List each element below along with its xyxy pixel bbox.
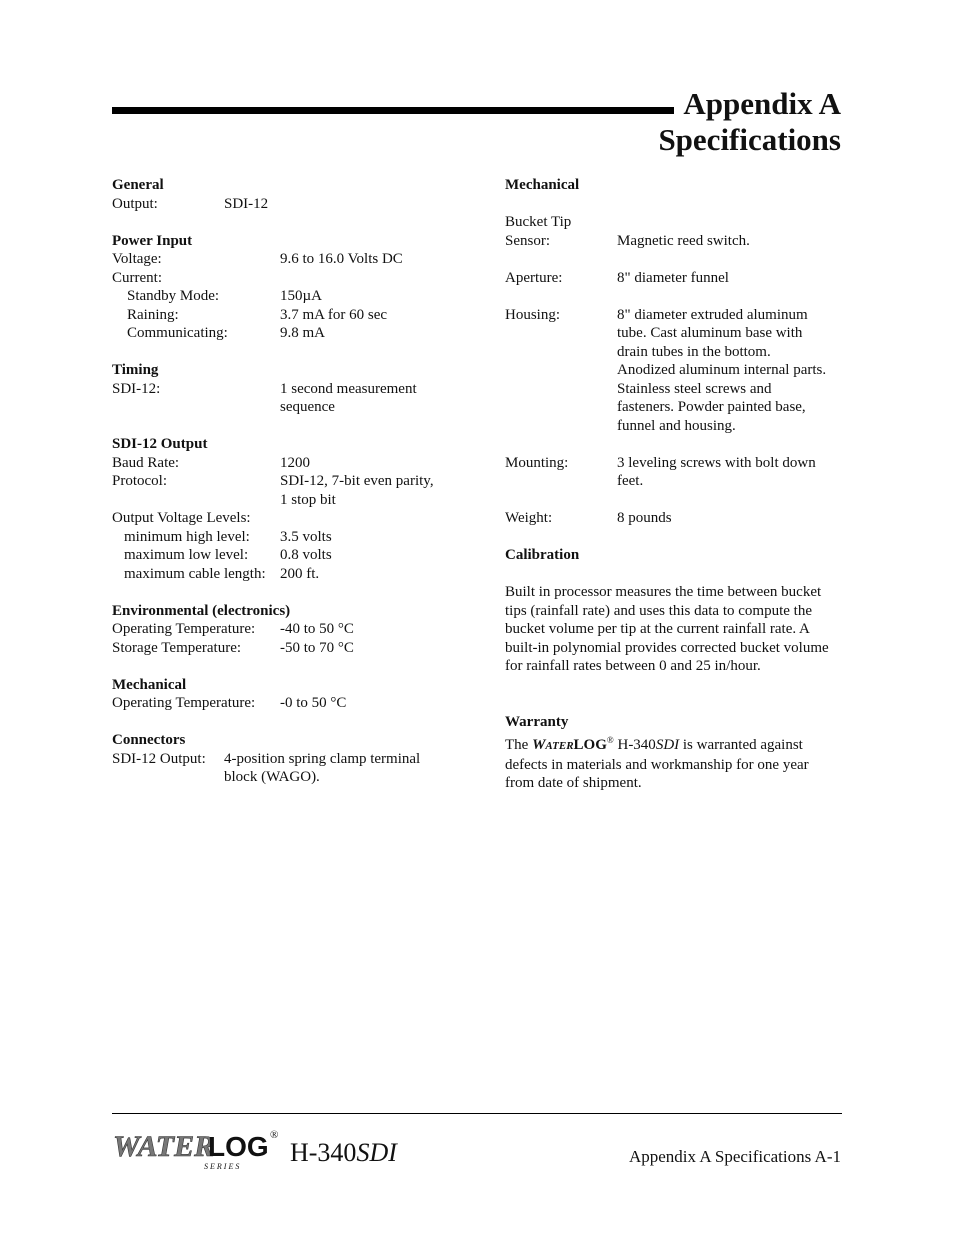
aperture-row (505, 269, 845, 288)
footer-page-label: Appendix A Specifications A-1 (628, 1147, 841, 1166)
env-operating-label: Operating Temperature: (112, 621, 256, 637)
mounting-value (617, 454, 845, 491)
mech-operating-value: -0 to 50 °C (280, 695, 347, 711)
timing-sdi-row (112, 380, 457, 417)
housing-row (505, 306, 845, 436)
mounting-label: Mounting: (505, 454, 569, 471)
logo-log-text: LOG (208, 1131, 269, 1162)
warranty-brand-w: W (532, 737, 546, 753)
min-high-label: minimum high level: (124, 528, 250, 545)
warranty-heading: Warranty (505, 713, 569, 730)
baud-row (112, 454, 457, 473)
aperture-value: 8" diameter funnel (617, 269, 729, 286)
calibration-heading: Calibration (505, 547, 580, 563)
weight-row (505, 509, 845, 528)
waterlog-logo (112, 1126, 282, 1170)
raining-label: Raining: (127, 306, 179, 323)
env-storage-value: -50 to 70 °C (280, 639, 354, 656)
baud-label: Baud Rate: (112, 454, 180, 471)
housing-line: Stainless steel screws and (617, 380, 772, 397)
warranty-paragraph (505, 731, 845, 793)
min-high-value: 3.5 volts (280, 528, 332, 545)
calibration-paragraph (505, 583, 845, 676)
current-label: Current: (112, 269, 162, 286)
protocol-row (112, 472, 457, 509)
timing-sdi-label: SDI-12: (112, 380, 161, 397)
communicating-value: 9.8 mA (280, 325, 325, 341)
title-line-2: Specifications (658, 122, 841, 157)
raining-value: 3.7 mA for 60 sec (280, 306, 388, 323)
env-storage-row (112, 639, 457, 658)
connector-sdi-value-line1: 4-position spring clamp terminal (224, 750, 421, 767)
bucket-label-line1: Bucket Tip (505, 214, 572, 230)
bucket-row (505, 232, 845, 251)
right-column (505, 176, 845, 793)
housing-line: drain tubes in the bottom. (617, 343, 771, 360)
connectors-heading: Connectors (112, 732, 186, 748)
power-heading: Power Input (112, 232, 193, 249)
aperture-label: Aperture: (505, 269, 563, 286)
left-mechanical-heading: Mechanical (112, 676, 187, 693)
mounting-line2: feet. (617, 473, 644, 489)
general-heading: General (112, 177, 164, 193)
weight-label: Weight: (505, 510, 553, 526)
mounting-line1: 3 leveling screws with bolt down (617, 454, 816, 471)
standby-value: 150µA (280, 288, 322, 304)
standby-label: Standby Mode: (127, 288, 220, 304)
title-line-1: Appendix A (683, 86, 841, 121)
warranty-line1 (505, 731, 845, 756)
connector-sdi-label: SDI-12 Output: (112, 750, 206, 767)
communicating-row (112, 324, 457, 343)
min-high-row (112, 528, 457, 547)
warranty-the: The (505, 737, 533, 753)
protocol-label: Protocol: (112, 473, 167, 489)
warranty-brand-ater: ATER (545, 740, 574, 752)
sdi-output-heading: SDI-12 Output (112, 436, 208, 452)
cable-length-row (112, 565, 457, 584)
bucket-value: Magnetic reed switch. (617, 232, 750, 249)
output-label: Output: (112, 195, 158, 212)
footer-model-name (290, 1138, 397, 1168)
bucket-label-line2: Sensor: (505, 232, 550, 249)
mech-operating-label: Operating Temperature: (112, 695, 256, 711)
standby-row (112, 287, 457, 306)
max-low-row (112, 546, 457, 565)
housing-label: Housing: (505, 306, 561, 323)
environmental-heading: Environmental (electronics) (112, 602, 291, 619)
warranty-brand-log: LOG (573, 737, 607, 753)
timing-heading: Timing (112, 362, 159, 378)
weight-value: 8 pounds (617, 510, 672, 526)
warranty-line1-rest: is warranted against (679, 737, 803, 753)
protocol-value (280, 472, 457, 509)
mech-operating-row (112, 694, 457, 713)
page-title (658, 86, 841, 158)
calibration-line: built-in polynomial provides corrected bucket volume (505, 639, 829, 656)
communicating-label: Communicating: (127, 325, 228, 341)
timing-sdi-value-line2: sequence (280, 399, 335, 415)
header-rule (112, 107, 674, 114)
footer-model-suffix: SDI (356, 1138, 397, 1167)
warranty-model-suffix: SDI (655, 737, 680, 753)
baud-value: 1200 (280, 454, 310, 471)
raining-row (112, 306, 457, 325)
connector-sdi-row (112, 750, 457, 787)
calibration-line: Built in processor measures the time between bucket (505, 584, 822, 600)
warranty-line3: from date of shipment. (505, 775, 642, 791)
logo-water-text: WATER (113, 1130, 215, 1163)
max-low-label: maximum low level: (124, 547, 249, 563)
protocol-value-line1: SDI-12, 7-bit even parity, (280, 473, 434, 489)
connector-sdi-value-line2: block (WAGO). (224, 769, 320, 785)
mounting-row (505, 454, 845, 491)
logo-series-text: S E R I E S (204, 1162, 240, 1170)
calibration-line: tips (rainfall rate) and uses this data to compute the (505, 602, 812, 619)
housing-line: fasteners. Powder painted base, (617, 399, 806, 415)
warranty-registered-mark: ® (606, 735, 614, 745)
housing-line: funnel and housing. (617, 417, 736, 434)
footer-rule (112, 1113, 842, 1114)
calibration-line: for rainfall rates between 0 and 25 in/hour. (505, 658, 761, 674)
footer-model-prefix: H-340 (290, 1138, 357, 1167)
output-value: SDI-12 (224, 195, 269, 212)
housing-line: Anodized aluminum internal parts. (617, 362, 827, 378)
cable-length-value: 200 ft. (280, 565, 320, 582)
voltage-row (112, 250, 457, 269)
voltage-label: Voltage: (112, 251, 162, 267)
env-operating-row (112, 620, 457, 639)
max-low-value: 0.8 volts (280, 547, 332, 563)
housing-line: 8" diameter extruded aluminum (617, 306, 808, 323)
right-mechanical-heading: Mechanical (505, 177, 580, 193)
env-storage-label: Storage Temperature: (112, 639, 242, 656)
voltage-value: 9.6 to 16.0 Volts DC (280, 251, 403, 267)
housing-value (617, 306, 845, 436)
logo-registered-mark: ® (270, 1129, 279, 1141)
warranty-model-prefix: H-340 (613, 737, 656, 753)
housing-line: tube. Cast aluminum base with (617, 325, 803, 341)
connector-sdi-value (224, 750, 457, 787)
warranty-line2: defects in materials and workmanship for one year (505, 756, 809, 773)
calibration-line: bucket volume per tip at the current rainfall rate. A (505, 621, 810, 637)
env-operating-value: -40 to 50 °C (280, 621, 354, 637)
left-column (112, 176, 457, 787)
timing-sdi-value (280, 380, 457, 417)
timing-sdi-value-line1: 1 second measurement (280, 380, 417, 397)
cable-length-label: maximum cable length: (124, 565, 266, 582)
output-levels-label: Output Voltage Levels: (112, 510, 251, 526)
general-output-row (112, 195, 457, 214)
protocol-value-line2: 1 stop bit (280, 491, 336, 508)
